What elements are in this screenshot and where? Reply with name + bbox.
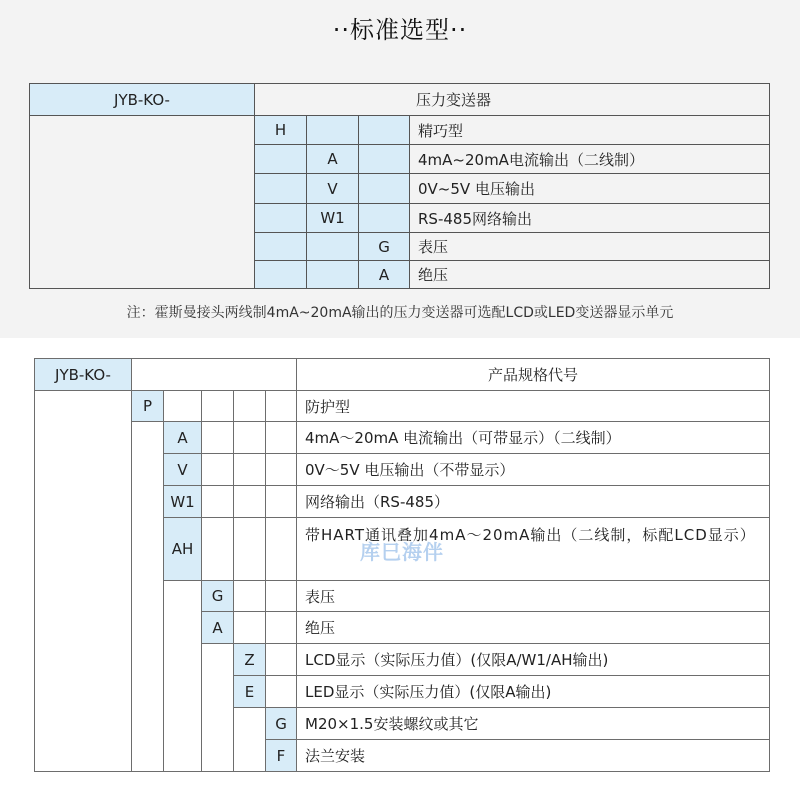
blank-cell: [201, 517, 234, 581]
desc-cell: 防护型: [296, 390, 770, 422]
code-cell-W1: W1: [163, 485, 202, 518]
blank-cell: [201, 390, 234, 422]
code-cell-V: V: [163, 453, 202, 486]
table-header-cell: 产品规格代号: [296, 358, 770, 391]
blank-cell: [233, 485, 266, 518]
code-cell: W1: [306, 203, 359, 233]
desc-cell: 绝压: [409, 260, 770, 289]
watermark-logo: 库巳海伴: [360, 540, 444, 564]
desc-cell: 4mA～20mA 电流输出（可带显示）（二线制）: [296, 421, 770, 454]
blank-cell: [233, 453, 266, 486]
code-cell-G: G: [265, 707, 297, 740]
code-cell: V: [306, 173, 359, 204]
code-cell: A: [306, 144, 359, 174]
blank-cell: [233, 390, 266, 422]
code-cell: [306, 115, 359, 145]
blank-cell: [233, 707, 266, 772]
desc-cell: 带HART通讯叠加4mA～20mA输出（二线制，标配LCD显示）: [296, 517, 770, 581]
blank-cell: [233, 611, 266, 644]
desc-cell: RS-485网络输出: [409, 203, 770, 233]
desc-cell: 表压: [296, 580, 770, 612]
code-cell: [254, 232, 307, 261]
code-cell: G: [358, 232, 410, 261]
blank-cell: [131, 358, 297, 391]
code-cell: [254, 173, 307, 204]
code-cell: [358, 203, 410, 233]
code-cell-G: G: [201, 580, 234, 612]
desc-cell: 法兰安装: [296, 739, 770, 772]
code-cell: [306, 232, 359, 261]
desc-cell: LED显示（实际压力值）(仅限A输出): [296, 675, 770, 708]
section-title: ··标准选型··: [332, 16, 468, 44]
footnote: 注：霍斯曼接头两线制4mA~20mA输出的压力变送器可选配LCD或LED变送器显示单元: [126, 305, 674, 321]
standard-section: [0, 0, 800, 338]
blank-cell: [201, 643, 234, 772]
desc-cell: 网络输出（RS-485）: [296, 485, 770, 518]
code-cell: [254, 203, 307, 233]
blank-cell: [265, 390, 297, 422]
model-prefix-cell: JYB-KO-: [29, 83, 255, 116]
code-cell-A: A: [201, 611, 234, 644]
code-cell-AH: AH: [163, 517, 202, 581]
blank-cell: [265, 643, 297, 676]
model-prefix-cell: JYB-KO-: [34, 358, 132, 391]
code-cell: [358, 115, 410, 145]
blank-cell: [233, 517, 266, 581]
blank-cell: [265, 485, 297, 518]
blank-cell: [163, 580, 202, 772]
blank-cell: [265, 517, 297, 581]
code-cell: [358, 173, 410, 204]
code-cell-P: P: [131, 390, 164, 422]
blank-cell: [265, 611, 297, 644]
desc-cell: LCD显示（实际压力值）(仅限A/W1/AH输出): [296, 643, 770, 676]
blank-cell: [201, 421, 234, 454]
blank-cell: [265, 453, 297, 486]
blank-cell: [265, 421, 297, 454]
blank-cell: [29, 115, 255, 289]
desc-cell: 4mA~20mA电流输出（二线制）: [409, 144, 770, 174]
blank-cell: [201, 453, 234, 486]
desc-cell: 0V~5V 电压输出: [409, 173, 770, 204]
blank-cell: [233, 580, 266, 612]
blank-cell: [34, 390, 132, 772]
blank-cell: [265, 580, 297, 612]
desc-cell: 绝压: [296, 611, 770, 644]
desc-cell: 精巧型: [409, 115, 770, 145]
blank-cell: [233, 421, 266, 454]
blank-cell: [201, 485, 234, 518]
code-cell-E: E: [233, 675, 266, 708]
code-cell: A: [358, 260, 410, 289]
code-cell-Z: Z: [233, 643, 266, 676]
blank-cell: [265, 675, 297, 708]
code-cell: [254, 260, 307, 289]
table-header-cell: 压力变送器: [254, 83, 770, 116]
blank-cell: [163, 390, 202, 422]
desc-cell: M20×1.5安装螺纹或其它: [296, 707, 770, 740]
desc-cell: 0V～5V 电压输出（不带显示）: [296, 453, 770, 486]
code-cell: [306, 260, 359, 289]
blank-cell: [131, 421, 164, 772]
code-cell: H: [254, 115, 307, 145]
code-cell: [254, 144, 307, 174]
code-cell: [358, 144, 410, 174]
code-cell-A: A: [163, 421, 202, 454]
code-cell-F: F: [265, 739, 297, 772]
desc-cell: 表压: [409, 232, 770, 261]
